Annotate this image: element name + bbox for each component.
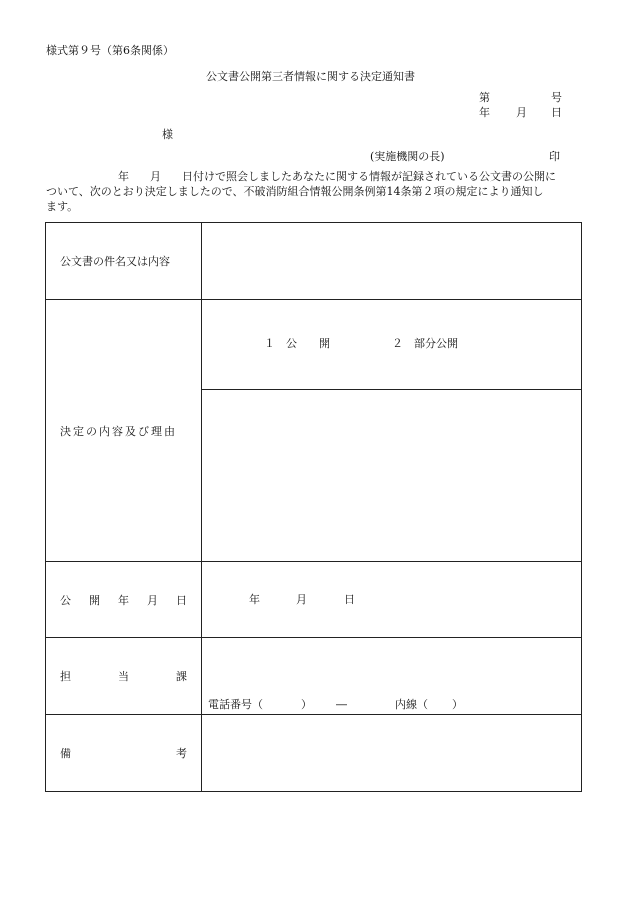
- date-hi-label: 日: [344, 592, 355, 606]
- decision-reason-area[interactable]: [202, 390, 581, 561]
- table-row: [46, 715, 582, 792]
- intro-line2: ついて、次のとおり決定しましたので、不破消防組合情報公開条例第14条第２項の規定により通知し: [46, 185, 544, 198]
- extension-label: 内線（: [395, 698, 428, 711]
- label-char: 年: [118, 593, 129, 607]
- disclosure-date-value-cell[interactable]: [202, 562, 582, 638]
- seal-mark: 印: [549, 150, 560, 163]
- label-char: 開: [89, 593, 100, 607]
- decision-options-area: [202, 300, 581, 390]
- label-char: 備: [60, 747, 71, 760]
- phone-dash: ―: [336, 698, 347, 711]
- subject-label-cell: [46, 223, 202, 300]
- phone-line: [202, 698, 581, 712]
- table-row: [46, 638, 582, 715]
- phone-label: 電話番号（: [208, 698, 263, 711]
- decision-label-cell: [46, 300, 202, 562]
- subject-label: 公文書の件名又は内容: [60, 255, 170, 268]
- decision-value-cell: [202, 300, 582, 562]
- label-char: 課: [176, 670, 187, 683]
- label-char: 担: [60, 670, 71, 683]
- disclosure-date-label: [46, 592, 201, 608]
- date-nen: 年: [479, 106, 490, 119]
- decision-form-table: [45, 222, 582, 792]
- intro-nen: 年: [118, 170, 129, 183]
- intro-line1: 日付けで照会しましたあなたに関する情報が記録されている公文書の公開に: [182, 170, 556, 183]
- date-nen-label: 年: [249, 592, 260, 606]
- label-char: 日: [176, 593, 187, 607]
- addressee-suffix: 様: [162, 128, 173, 141]
- disclosure-date-value: [202, 593, 581, 607]
- label-char: 当: [118, 670, 129, 683]
- option-partial-disclosure[interactable]: ２ 部分公開: [392, 337, 458, 350]
- extension-close: ）: [452, 698, 463, 711]
- department-label: [46, 668, 201, 684]
- disclosure-date-label-cell: [46, 562, 202, 638]
- remarks-value-cell[interactable]: [202, 715, 582, 792]
- label-char: 考: [176, 747, 187, 760]
- intro-tsuki: 月: [150, 170, 161, 183]
- date-hi: 日: [551, 106, 562, 119]
- document-title: 公文書公開第三者情報に関する決定通知書: [206, 70, 415, 83]
- label-char: 公: [60, 593, 71, 607]
- remarks-label-cell: [46, 715, 202, 792]
- form-number: 様式第９号（第6条関係）: [46, 44, 174, 57]
- subject-value-cell[interactable]: [202, 223, 582, 300]
- table-row: [46, 223, 582, 300]
- remarks-label: [46, 745, 201, 761]
- number-dai: 第: [479, 91, 490, 104]
- decision-label: 決定の内容及び理由: [60, 424, 177, 438]
- date-tsuki-label: 月: [296, 592, 307, 606]
- number-go: 号: [551, 91, 562, 104]
- department-value-cell[interactable]: [202, 638, 582, 715]
- issuer-label: (実施機関の長): [370, 150, 445, 163]
- table-row: [46, 562, 582, 638]
- table-row: [46, 300, 582, 562]
- label-char: 月: [147, 593, 158, 607]
- option-full-disclosure[interactable]: １ 公 開: [264, 337, 330, 350]
- intro-line3: ます。: [46, 200, 79, 213]
- phone-close: ）: [301, 698, 312, 711]
- department-label-cell: [46, 638, 202, 715]
- date-tsuki: 月: [516, 106, 527, 119]
